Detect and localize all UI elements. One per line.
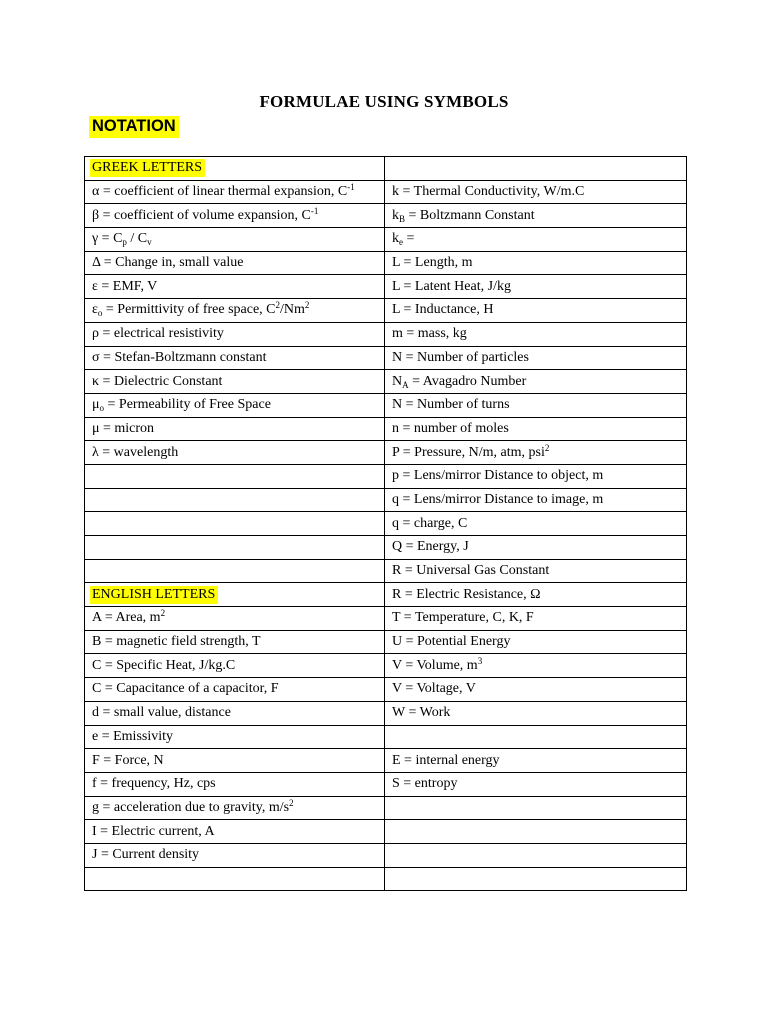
notation-entry <box>392 681 476 696</box>
entry-label: g = acceleration due to gravity, m/s <box>92 799 290 815</box>
notation-entry <box>392 442 550 460</box>
entry-label: W = Work <box>392 705 451 721</box>
entry-sup: 2 <box>160 608 166 619</box>
entry-label: L = Length, m <box>392 255 473 271</box>
notation-entry <box>392 374 526 389</box>
table-row <box>85 441 687 465</box>
table-cell-left <box>85 559 385 583</box>
table-cell-right <box>385 536 687 560</box>
entry-tail: = Boltzmann Constant <box>405 207 535 223</box>
table-cell-right <box>385 725 687 749</box>
table-cell-right <box>385 749 687 773</box>
table-row <box>85 299 687 323</box>
table-row <box>85 370 687 394</box>
table-cell-left <box>85 157 385 181</box>
table-cell-right <box>385 488 687 512</box>
entry-tail: , atm, psi <box>493 444 545 460</box>
entry-label: C = Specific Heat, J/kg.C <box>92 657 236 673</box>
entry-label: α = coefficient of linear thermal expansion, C <box>92 184 348 200</box>
table-cell-left <box>85 464 385 488</box>
table-cell-right <box>385 772 687 796</box>
table-row <box>85 512 687 536</box>
table-cell-right <box>385 796 687 820</box>
notation-entry <box>392 184 584 199</box>
table-cell-right <box>385 512 687 536</box>
entry-label: V = Voltage, V <box>392 681 476 697</box>
notation-entry <box>92 279 157 294</box>
table-row <box>85 536 687 560</box>
table-row <box>85 157 687 181</box>
notation-entry <box>92 681 279 696</box>
entry-label: U = Potential Energy <box>392 634 511 650</box>
table-cell-left <box>85 228 385 252</box>
table-cell-right <box>385 843 687 867</box>
table-cell-right <box>385 275 687 299</box>
entry-tail: = <box>403 231 415 247</box>
table-cell-left <box>85 512 385 536</box>
notation-entry <box>92 776 216 791</box>
table-cell-right <box>385 393 687 417</box>
table-row <box>85 204 687 228</box>
table-cell-right <box>385 157 687 181</box>
entry-label: f = frequency, Hz, cps <box>92 776 216 792</box>
entry-sub: o <box>99 403 105 414</box>
table-row <box>85 820 687 844</box>
entry-label: Δ = Change in, small value <box>92 255 244 271</box>
notation-entry <box>392 421 509 436</box>
entry-label: GREEK LETTERS <box>92 160 203 176</box>
table-cell-right <box>385 251 687 275</box>
table-row <box>85 867 687 891</box>
category-heading <box>90 586 218 604</box>
table-cell-left <box>85 843 385 867</box>
entry-sup2: 2 <box>304 300 310 311</box>
table-cell-left <box>85 607 385 631</box>
notation-entry <box>392 492 603 507</box>
notation-entry <box>392 326 467 341</box>
notation-entry <box>392 753 500 768</box>
section-heading-notation: NOTATION <box>89 116 179 138</box>
notation-entry <box>92 445 178 460</box>
entry-label: S = entropy <box>392 776 458 792</box>
entry-tail: = Permittivity of free space, C <box>102 302 276 318</box>
table-row <box>85 275 687 299</box>
entry-sup: 2 <box>544 442 550 453</box>
notation-entry <box>92 634 261 649</box>
entry-label: C = Capacitance of a capacitor, F <box>92 681 279 697</box>
notation-entry <box>92 753 164 768</box>
notation-entry <box>392 705 450 720</box>
table-cell-left <box>85 772 385 796</box>
table-cell-left <box>85 867 385 891</box>
table-cell-left <box>85 322 385 346</box>
table-row <box>85 843 687 867</box>
entry-label: d = small value, distance <box>92 705 231 721</box>
entry-label: ENGLISH LETTERS <box>92 586 216 602</box>
notation-entry <box>392 516 467 531</box>
entry-sub: B <box>399 213 406 224</box>
table-cell-right <box>385 583 687 607</box>
page-title: FORMULAE USING SYMBOLS <box>259 92 509 111</box>
entry-label: p = Lens/mirror Distance to object, m <box>392 468 604 484</box>
entry-label: A = Area, m <box>92 610 161 626</box>
table-cell-left <box>85 204 385 228</box>
notation-table <box>84 156 687 891</box>
table-cell-right <box>385 820 687 844</box>
entry-label: L = Latent Heat, J/kg <box>392 278 511 294</box>
entry-label: N = Number of particles <box>392 349 529 365</box>
entry-label: μ <box>92 397 100 413</box>
entry-label: J = Current density <box>92 847 200 863</box>
table-cell-right <box>385 867 687 891</box>
table-cell-right <box>385 204 687 228</box>
table-cell-left <box>85 370 385 394</box>
notation-entry <box>392 302 493 317</box>
entry-label: ε <box>92 302 98 318</box>
table-cell-right <box>385 417 687 441</box>
entry-label: R = Electric Resistance, Ω <box>392 586 541 602</box>
notation-entry <box>392 255 472 270</box>
table-cell-left <box>85 725 385 749</box>
table-cell-left <box>85 701 385 725</box>
table-row <box>85 583 687 607</box>
notation-entry <box>92 797 294 815</box>
notation-entry <box>392 776 457 791</box>
notation-entry <box>392 279 511 294</box>
entry-label: B = magnetic field strength, T <box>92 634 261 650</box>
table-cell-right <box>385 559 687 583</box>
entry-label: E = internal energy <box>392 752 500 768</box>
notation-entry <box>392 208 535 223</box>
notation-entry <box>92 847 199 862</box>
entry-sub: o <box>97 308 103 319</box>
notation-entry <box>392 539 469 554</box>
table-row <box>85 346 687 370</box>
notation-entry <box>392 231 414 246</box>
table-row <box>85 322 687 346</box>
entry-sub: p <box>122 237 127 248</box>
table-cell-left <box>85 180 385 204</box>
table-row <box>85 607 687 631</box>
entry-label: R = Universal Gas Constant <box>392 563 550 579</box>
table-cell-right <box>385 180 687 204</box>
entry-label: μ = micron <box>92 420 155 436</box>
table-cell-right <box>385 322 687 346</box>
table-cell-right <box>385 678 687 702</box>
entry-sup: -1 <box>347 182 355 193</box>
entry-label: k <box>392 231 399 247</box>
table-row <box>85 228 687 252</box>
table-cell-left <box>85 441 385 465</box>
notation-entry <box>392 397 510 412</box>
notation-entry <box>92 397 271 412</box>
table-row <box>85 701 687 725</box>
entry-sup: -1 <box>310 205 319 216</box>
notation-entry <box>392 587 541 602</box>
entry-label: m = mass, kg <box>392 326 467 342</box>
table-cell-right <box>385 464 687 488</box>
notation-entry <box>392 350 529 365</box>
table-cell-right <box>385 607 687 631</box>
notation-table-body <box>85 157 687 891</box>
table-cell-left <box>85 749 385 773</box>
entry-label: F = Force, N <box>92 752 164 768</box>
notation-entry <box>392 468 603 483</box>
table-row <box>85 654 687 678</box>
entry-label: γ = C <box>92 231 123 247</box>
entry-label: I = Electric current, A <box>92 823 215 839</box>
entry-label: e = Emissivity <box>92 728 174 744</box>
table-row <box>85 488 687 512</box>
entry-label: k <box>392 207 399 223</box>
notation-entry <box>92 824 215 839</box>
table-cell-right <box>385 701 687 725</box>
notation-entry <box>92 421 154 436</box>
table-cell-left <box>85 654 385 678</box>
table-row <box>85 725 687 749</box>
notation-entry <box>392 610 534 625</box>
notation-entry <box>92 374 222 389</box>
entry-tail: = Avagadro Number <box>408 373 527 389</box>
table-row <box>85 251 687 275</box>
table-cell-right <box>385 370 687 394</box>
table-cell-right <box>385 346 687 370</box>
table-cell-left <box>85 820 385 844</box>
table-cell-left <box>85 299 385 323</box>
table-cell-left <box>85 275 385 299</box>
entry-label: k = Thermal Conductivity, W/m.C <box>392 184 585 200</box>
notation-entry <box>92 705 231 720</box>
table-cell-right <box>385 299 687 323</box>
notation-entry <box>92 184 355 199</box>
table-cell-right <box>385 630 687 654</box>
table-cell-left <box>85 796 385 820</box>
table-cell-right <box>385 441 687 465</box>
entry-label: σ = Stefan-Boltzmann constant <box>92 349 267 365</box>
entry-label: ρ = electrical resistivity <box>92 326 224 342</box>
table-row <box>85 180 687 204</box>
entry-sub2: v <box>147 237 152 248</box>
notation-entry <box>392 634 510 649</box>
entry-label: ε = EMF, V <box>92 278 158 294</box>
table-cell-left <box>85 488 385 512</box>
table-row <box>85 393 687 417</box>
table-row <box>85 772 687 796</box>
table-cell-left <box>85 536 385 560</box>
entry-mid: / C <box>126 231 148 247</box>
notation-entry <box>92 610 165 625</box>
entry-sup: 2 <box>289 797 294 808</box>
table-cell-left <box>85 583 385 607</box>
entry-label: λ = wavelength <box>92 444 179 460</box>
entry-label: T = Temperature, C, K, F <box>392 610 534 626</box>
entry-sup: 2 <box>275 300 281 311</box>
table-row <box>85 559 687 583</box>
notation-entry <box>92 350 266 365</box>
notation-entry <box>92 729 173 744</box>
table-cell-left <box>85 630 385 654</box>
notation-entry <box>392 655 483 673</box>
notation-entry <box>92 302 309 317</box>
entry-label: q = Lens/mirror Distance to image, m <box>392 491 604 507</box>
entry-label: P = Pressure, N/m <box>392 444 494 460</box>
entry-label: κ = Dielectric Constant <box>92 373 223 389</box>
entry-label: n = number of moles <box>392 420 509 436</box>
table-row <box>85 678 687 702</box>
notation-entry <box>392 563 549 578</box>
table-cell-left <box>85 417 385 441</box>
entry-sup: 3 <box>477 655 483 666</box>
table-row <box>85 749 687 773</box>
entry-label: q = charge, C <box>392 515 468 531</box>
table-cell-right <box>385 654 687 678</box>
entry-label: N = Number of turns <box>392 397 510 413</box>
table-row <box>85 417 687 441</box>
table-cell-left <box>85 678 385 702</box>
table-cell-left <box>85 251 385 275</box>
entry-label: β = coefficient of volume expansion, C <box>92 207 311 223</box>
table-cell-right <box>385 228 687 252</box>
entry-tail2: /Nm <box>280 302 305 318</box>
category-heading <box>90 159 205 177</box>
notation-entry <box>92 658 235 673</box>
notation-entry <box>92 231 152 246</box>
table-cell-left <box>85 346 385 370</box>
table-row <box>85 796 687 820</box>
entry-label: N <box>392 373 403 389</box>
table-cell-left <box>85 393 385 417</box>
table-row <box>85 464 687 488</box>
entry-label: Q = Energy, J <box>392 539 469 555</box>
entry-sub: A <box>402 379 409 390</box>
notation-entry <box>92 326 224 341</box>
entry-sub: e <box>399 237 403 248</box>
table-row <box>85 630 687 654</box>
entry-tail: = Permeability of Free Space <box>104 397 271 413</box>
notation-entry <box>92 205 319 223</box>
entry-label: V = Volume, m <box>392 657 478 673</box>
notation-entry <box>92 255 243 270</box>
entry-label: L = Inductance, H <box>392 302 494 318</box>
